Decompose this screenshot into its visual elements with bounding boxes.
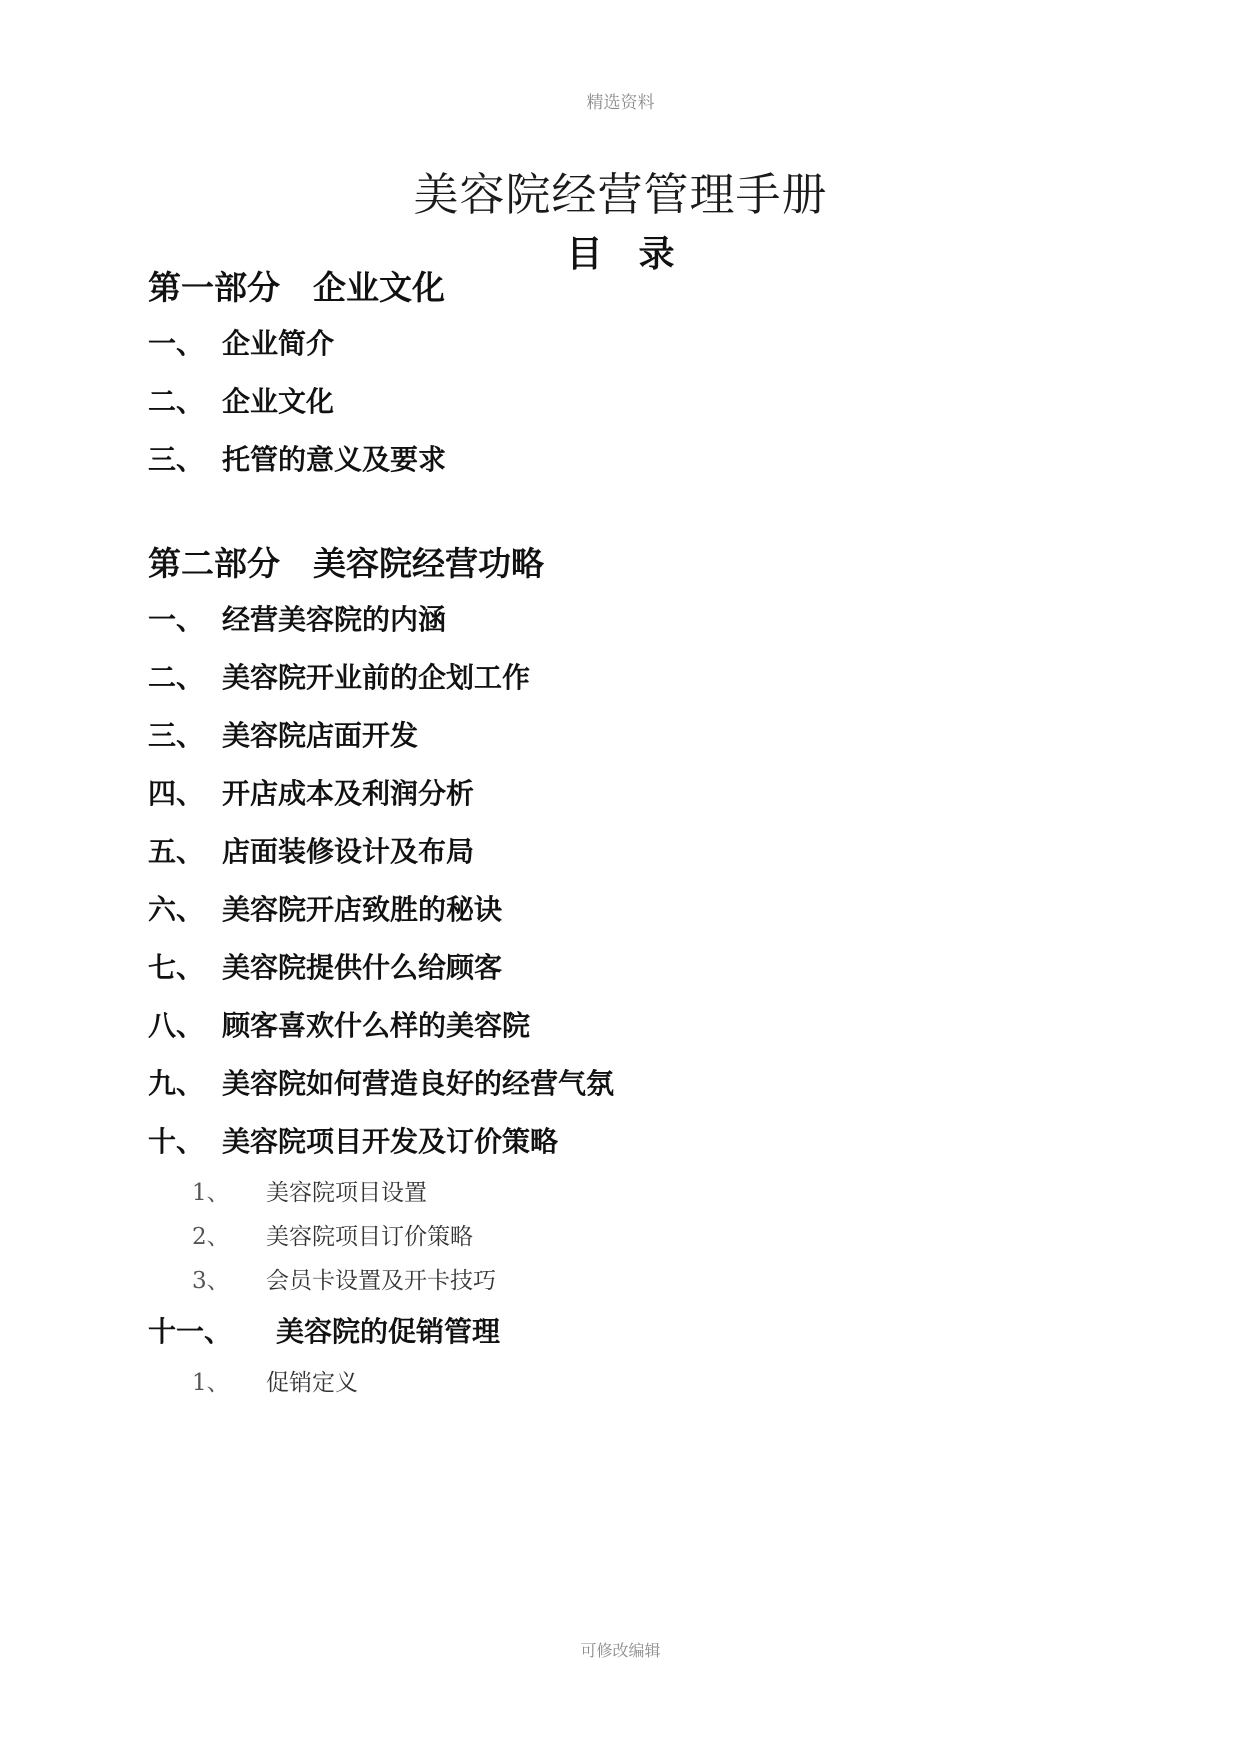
toc-sub-entry-number: 3、 bbox=[192, 1268, 230, 1294]
toc-entry-number: 一、 bbox=[148, 603, 205, 636]
toc-entry bbox=[148, 888, 502, 928]
toc-sub-entry bbox=[192, 1218, 473, 1251]
toc-entry-number: 九、 bbox=[148, 1067, 205, 1100]
toc-entry bbox=[148, 438, 446, 478]
toc-entry bbox=[148, 830, 474, 870]
toc-entry-number: 四、 bbox=[148, 777, 205, 810]
toc-entry-number: 三、 bbox=[148, 443, 205, 476]
toc-sub-entry bbox=[192, 1364, 358, 1397]
toc-entry-title: 店面装修设计及布局 bbox=[222, 835, 475, 868]
toc-entry bbox=[148, 1120, 558, 1160]
toc-part-title: 美容院经营功略 bbox=[313, 544, 544, 583]
toc-entry bbox=[148, 322, 334, 362]
toc-entry bbox=[148, 1310, 500, 1350]
toc-part-2 bbox=[148, 538, 544, 585]
toc-entry bbox=[148, 714, 418, 754]
toc-entry-title: 顾客喜欢什么样的美容院 bbox=[222, 1009, 531, 1042]
toc-entry bbox=[148, 946, 502, 986]
toc-entry-number: 二、 bbox=[148, 385, 205, 418]
toc-entry-title: 美容院店面开发 bbox=[222, 719, 419, 752]
document-title: 美容院经营管理手册 bbox=[413, 168, 828, 221]
toc-entry-title: 美容院的促销管理 bbox=[276, 1315, 501, 1348]
toc-sub-entry bbox=[192, 1174, 427, 1207]
toc-entry bbox=[148, 1004, 530, 1044]
page-footer-note: 可修改编辑 bbox=[580, 1641, 661, 1660]
toc-entry bbox=[148, 656, 530, 696]
toc-entry-title: 美容院如何营造良好的经营气氛 bbox=[222, 1067, 615, 1100]
toc-entry-number: 十一、 bbox=[148, 1315, 233, 1348]
toc-sub-entry-number: 1、 bbox=[192, 1370, 230, 1396]
toc-entry bbox=[148, 380, 334, 420]
toc-part-1 bbox=[148, 262, 445, 309]
toc-entry-number: 一、 bbox=[148, 327, 205, 360]
toc-entry-title: 企业简介 bbox=[222, 327, 335, 360]
toc-entry-title: 托管的意义及要求 bbox=[222, 443, 447, 476]
toc-entry-number: 八、 bbox=[148, 1009, 205, 1042]
toc-heading-right: 录 bbox=[638, 233, 675, 275]
toc-heading-left: 目 bbox=[566, 233, 603, 275]
toc-entry bbox=[148, 1062, 614, 1102]
toc-entry-title: 企业文化 bbox=[222, 385, 335, 418]
toc-entry-title: 美容院开店致胜的秘诀 bbox=[222, 893, 503, 926]
toc-entry-title: 开店成本及利润分析 bbox=[222, 777, 475, 810]
toc-sub-entry-title: 美容院项目设置 bbox=[266, 1180, 427, 1206]
toc-sub-entry-number: 2、 bbox=[192, 1224, 230, 1250]
toc-entry-title: 经营美容院的内涵 bbox=[222, 603, 447, 636]
toc-part-number: 第一部分 bbox=[148, 268, 280, 307]
toc-sub-entry bbox=[192, 1262, 496, 1295]
toc-entry-number: 六、 bbox=[148, 893, 205, 926]
toc-entry-number: 三、 bbox=[148, 719, 205, 752]
toc-entry-number: 五、 bbox=[148, 835, 205, 868]
toc-entry bbox=[148, 598, 446, 638]
toc-entry bbox=[148, 772, 474, 812]
toc-part-title: 企业文化 bbox=[313, 268, 445, 307]
toc-part-number: 第二部分 bbox=[148, 544, 280, 583]
toc-sub-entry-title: 促销定义 bbox=[266, 1370, 358, 1396]
toc-entry-title: 美容院项目开发及订价策略 bbox=[222, 1125, 559, 1158]
toc-sub-entry-title: 会员卡设置及开卡技巧 bbox=[266, 1268, 496, 1294]
toc-entry-number: 二、 bbox=[148, 661, 205, 694]
toc-entry-number: 七、 bbox=[148, 951, 205, 984]
toc-entry-number: 十、 bbox=[148, 1125, 205, 1158]
toc-entry-title: 美容院提供什么给顾客 bbox=[222, 951, 503, 984]
page-header-note: 精选资料 bbox=[586, 93, 655, 113]
toc-entry-title: 美容院开业前的企划工作 bbox=[222, 661, 531, 694]
toc-sub-entry-number: 1、 bbox=[192, 1180, 230, 1206]
toc-sub-entry-title: 美容院项目订价策略 bbox=[266, 1224, 473, 1250]
